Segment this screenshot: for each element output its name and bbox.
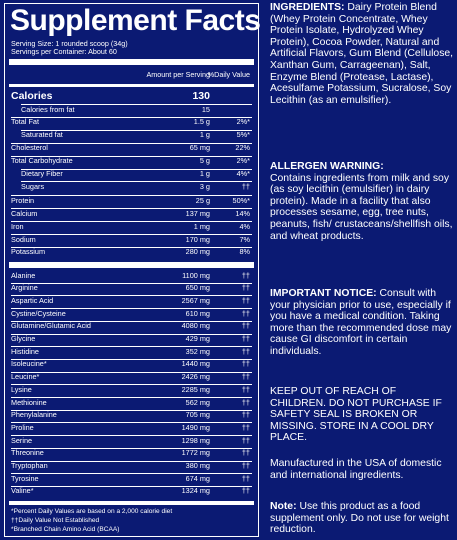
nutrient-dv: 50%* [232, 195, 250, 205]
nutrient-row [11, 105, 252, 116]
amino-dv: †† [241, 346, 250, 356]
amino-label: Glycine [11, 334, 36, 343]
ingredients-section [270, 2, 454, 106]
amino-dv: †† [241, 473, 250, 483]
amino-label: Alanine [11, 270, 36, 280]
amino-row [11, 359, 252, 370]
allergen-section [270, 161, 454, 242]
warning-text: KEEP OUT OF REACH OF CHILDREN. DO NOT PURCHASE IF SAFETY SEAL IS BROKEN OR MISSING. STORE IN A COOL DRY PLACE. [270, 386, 442, 444]
amino-row [11, 461, 252, 472]
nutrient-amount: 3 g [199, 181, 210, 191]
medium-rule [9, 84, 254, 87]
manufactured-section [270, 458, 454, 481]
notice-section [270, 288, 454, 358]
nutrient-amount: 25 g [195, 195, 210, 205]
header-amount: Amount per Serving [146, 70, 210, 79]
amino-row [11, 321, 252, 332]
amino-amount: 352 mg [185, 346, 210, 356]
nutrient-label: Sodium [11, 234, 36, 244]
header-dv: %Daily Value [207, 70, 250, 79]
amino-row [11, 398, 252, 409]
nutrient-amount: 170 mg [185, 234, 210, 244]
notice-heading: IMPORTANT NOTICE: [270, 288, 377, 299]
nutrient-dv: 5%* [236, 130, 250, 140]
amino-row [11, 436, 252, 447]
calories-row [11, 90, 252, 103]
nutrient-label: Saturated fat [21, 130, 63, 140]
nutrient-row [11, 169, 252, 180]
nutrient-label: Total Fat [11, 117, 39, 127]
amino-label: Glutamine/Glutamic Acid [11, 321, 91, 331]
nutrient-dv: 8% [239, 247, 250, 257]
amino-dv: †† [241, 295, 250, 305]
amino-dv: †† [241, 461, 250, 470]
calories-label: Calories [11, 90, 53, 102]
serving-size: Serving Size: 1 rounded scoop (34g) [11, 39, 128, 48]
amino-label: Aspartic Acid [11, 295, 54, 305]
calories-amount: 130 [192, 90, 210, 102]
ingredients-heading: INGREDIENTS: [270, 2, 345, 13]
allergen-text: Contains ingredients from milk and soy (as soy lecithin (emulsifier) in dairy protein). Made in a facility that also processes sesame, egg, tree nuts, peanuts, fish/ crustaceans/shellfish oils, and wheat products. [270, 172, 453, 242]
ingredients-text: Dairy Protein Blend (Whey Protein Concentrate, Whey Protein Isolate, Hydrolyzed Whey Protein), Cocoa Powder, Natural and Artificial Flavors, Gum Blend (Cellulose, Xanthan Gum, Carrageenan), Salt, Enzyme Blend (Protease, Lactase), Acesulfame Potassium, Sucralose, Soy Lecithin (as an emulsifier). [270, 2, 454, 106]
nutrient-row [11, 143, 252, 154]
amino-row [11, 372, 252, 383]
nutrient-dv: †† [241, 181, 250, 191]
nutrient-label: Potassium [11, 247, 46, 257]
footnote-not-established: ††Daily Value Not Established [11, 517, 100, 524]
amino-dv: †† [241, 321, 250, 331]
amino-dv: †† [241, 372, 250, 382]
manufactured-text: Manufactured in the USA of domestic and international ingredients. [270, 458, 442, 481]
amino-label: Tyrosine [11, 473, 39, 483]
nutrient-dv: 4% [239, 221, 250, 231]
amino-dv: †† [241, 384, 250, 394]
nutrient-amount: 280 mg [185, 247, 210, 257]
amino-amount: 4080 mg [181, 321, 210, 331]
nutrient-row [11, 247, 252, 258]
footnote-bcaa: *Branched Chain Amino Acid (BCAA) [11, 526, 120, 533]
nutrient-amount: 15 [201, 104, 210, 114]
nutrient-label: Calcium [11, 208, 38, 218]
amino-amount: 1298 mg [181, 435, 210, 445]
amino-row [11, 423, 252, 434]
amino-dv: †† [241, 486, 250, 496]
amino-label: Isoleucine* [11, 359, 47, 369]
amino-amount: 1772 mg [181, 448, 210, 458]
amino-rule [9, 262, 254, 268]
nutrient-row [11, 117, 252, 128]
facts-title: Supplement Facts [10, 4, 261, 37]
nutrient-amount: 137 mg [185, 208, 210, 218]
nutrient-amount: 1 g [199, 169, 210, 178]
nutrient-row [11, 130, 252, 141]
amino-amount: 2426 mg [181, 372, 210, 382]
amino-label: Proline [11, 422, 34, 432]
nutrient-label: Protein [11, 195, 35, 205]
nutrient-dv: 7% [239, 234, 250, 244]
nutrient-dv: 4%* [236, 169, 250, 178]
amino-label: Cystine/Cysteine [11, 308, 66, 318]
nutrient-label: Dietary Fiber [21, 169, 63, 178]
amino-dv: †† [241, 410, 250, 420]
nutrient-amount: 1.5 g [193, 117, 210, 127]
nutrient-row [11, 182, 252, 193]
bottom-rule [9, 501, 254, 505]
nutrient-dv: 22% [235, 143, 250, 153]
notice-text: Consult with your physician prior to use, especially if you have a medical condition. Taking more than the recommended dose may cause GI discomfort in certain individuals. [270, 288, 452, 357]
nutrient-amount: 1 g [199, 130, 210, 140]
note-section [270, 501, 454, 536]
nutrient-dv: 2%* [236, 117, 250, 127]
nutrient-row [11, 209, 252, 220]
amino-row [11, 410, 252, 421]
amino-row [11, 486, 252, 497]
amino-label: Arginine [11, 283, 38, 293]
amino-dv: †† [241, 308, 250, 318]
amino-row [11, 347, 252, 358]
amino-label: Leucine* [11, 372, 40, 382]
amino-label: Methionine [11, 397, 47, 407]
amino-label: Tryptophan [11, 461, 48, 470]
nutrient-label: Calories from fat [21, 104, 75, 114]
amino-row [11, 474, 252, 485]
amino-row [11, 296, 252, 307]
servings-per-container: Servings per Container: About 60 [11, 47, 117, 56]
amino-dv: †† [241, 397, 250, 407]
amino-dv: †† [241, 334, 250, 343]
amino-dv: †† [241, 359, 250, 369]
amino-amount: 429 mg [185, 334, 210, 343]
amino-dv: †† [241, 270, 250, 280]
amino-label: Histidine [11, 346, 39, 356]
nutrient-amount: 65 mg [189, 143, 210, 153]
amino-label: Valine* [11, 486, 34, 496]
amino-amount: 562 mg [185, 397, 210, 407]
nutrient-amount: 5 g [199, 156, 210, 166]
footnote-dv: *Percent Daily Values are based on a 2,000 calorie diet [11, 508, 173, 515]
amino-dv: †† [241, 448, 250, 458]
nutrient-label: Sugars [21, 181, 45, 191]
nutrient-row [11, 156, 252, 167]
nutrient-dv: 2%* [236, 156, 250, 166]
amino-amount: 674 mg [185, 473, 210, 483]
amino-amount: 610 mg [185, 308, 210, 318]
nutrient-row [11, 196, 252, 207]
allergen-heading: ALLERGEN WARNING: [270, 161, 384, 172]
amino-dv: †† [241, 283, 250, 293]
nutrient-label: Iron [11, 221, 24, 231]
amino-label: Phenylalanine [11, 410, 57, 420]
thick-rule [9, 59, 254, 65]
amino-amount: 1490 mg [181, 422, 210, 432]
nutrient-dv: 14% [235, 208, 250, 218]
amino-amount: 2285 mg [181, 384, 210, 394]
note-heading: Note: [270, 501, 297, 512]
amino-amount: 705 mg [185, 410, 210, 420]
note-text: Use this product as a food supplement only. Do not use for weight reduction. [270, 501, 449, 536]
amino-amount: 650 mg [185, 283, 210, 293]
nutrient-label: Cholesterol [11, 143, 48, 153]
amino-amount: 1324 mg [181, 486, 210, 496]
nutrient-amount: 1 mg [193, 221, 210, 231]
amino-dv: †† [241, 422, 250, 432]
warning-section [270, 386, 454, 444]
amino-amount: 1440 mg [181, 359, 210, 369]
amino-row [11, 334, 252, 345]
amino-label: Lysine [11, 384, 32, 394]
nutrient-label: Total Carbohydrate [11, 156, 73, 166]
amino-dv: †† [241, 435, 250, 445]
amino-amount: 380 mg [185, 461, 210, 470]
nutrient-row [11, 235, 252, 246]
amino-row [11, 448, 252, 459]
amino-label: Threonine [11, 448, 44, 458]
amino-row [11, 271, 252, 282]
amino-row [11, 283, 252, 294]
supplement-facts-panel [4, 3, 259, 537]
amino-amount: 2567 mg [181, 295, 210, 305]
amino-row [11, 309, 252, 320]
amino-label: Serine [11, 435, 33, 445]
nutrient-row [11, 222, 252, 233]
amino-row [11, 385, 252, 396]
amino-amount: 1100 mg [182, 270, 210, 280]
